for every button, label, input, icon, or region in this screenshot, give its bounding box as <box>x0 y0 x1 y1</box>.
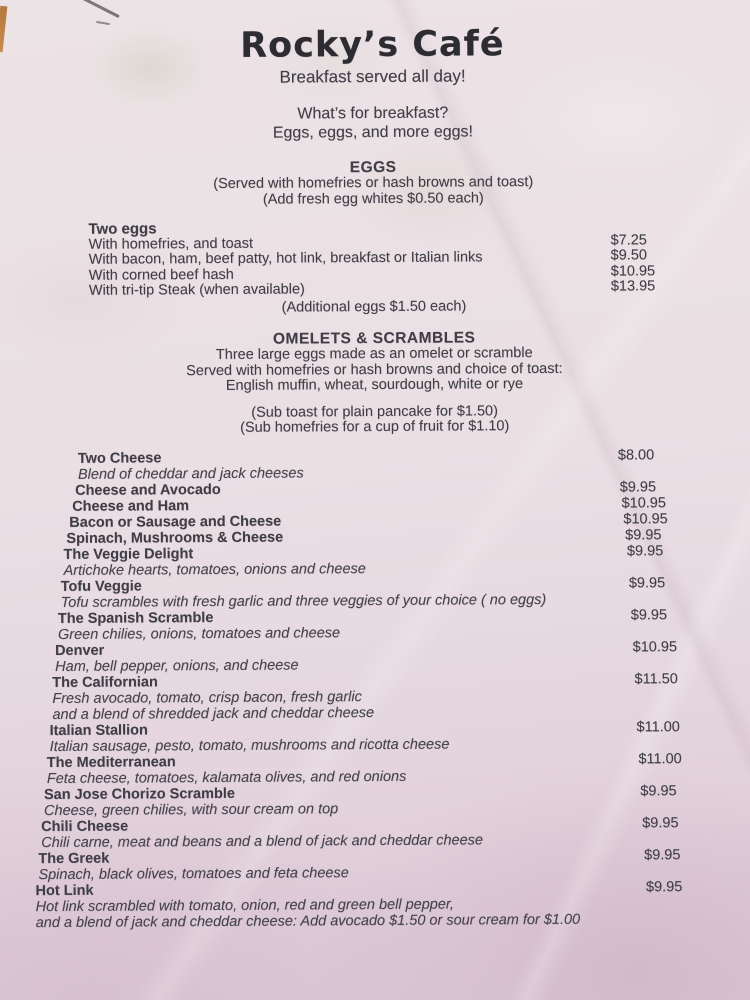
egg-option-price: $13.95 <box>610 278 656 295</box>
menu-item-description: Feta cheese, tomatoes, kalamata olives, and red onions <box>46 768 407 787</box>
egg-option-label: With corned beef hash <box>88 266 234 284</box>
menu-item-name: The Veggie Delight <box>63 545 194 563</box>
menu-item-description: Blend of cheddar and jack cheeses <box>77 464 304 483</box>
menu-item-price: $9.95 <box>625 526 662 543</box>
menu-title: Rocky’s Café <box>240 24 505 66</box>
menu-item-price: $9.95 <box>640 782 677 799</box>
eggs-options <box>0 218 749 318</box>
menu-item-name: San Jose Chorizo Scramble <box>43 785 235 803</box>
menu-item-name: Two Cheese <box>77 449 162 467</box>
intro-line-2: Eggs, eggs, and more eggs! <box>272 123 474 142</box>
omelets-items <box>0 446 750 931</box>
menu-item <box>1 638 750 675</box>
menu-item-name: Chili Cheese <box>41 818 129 835</box>
menu-item <box>1 574 750 611</box>
menu-item-description: Hot link scrambled with tomato, onion, red and green bell pepper, <box>35 896 454 915</box>
omelets-subheading-3: English muffin, wheat, sourdough, white or rye <box>225 376 524 394</box>
menu-item-name: The Mediterranean <box>46 753 176 771</box>
menu-item <box>1 606 750 643</box>
egg-option <box>0 280 749 300</box>
omelets-notes <box>0 402 750 438</box>
omelets-note-2: (Sub homefries for a cup of fruit for $1.10) <box>240 418 510 436</box>
menu-item-price: $9.95 <box>619 478 657 496</box>
menu-item-description: Spinach, black olives, tomatoes and feta cheese <box>38 864 349 883</box>
omelets-subheading-1: Three large eggs made as an omelet or scramble <box>215 345 533 363</box>
menu-item-price: $11.50 <box>634 670 678 687</box>
menu-item-description: Chili carne, meat and beans and a blend of jack and cheddar cheese <box>41 831 484 851</box>
menu-tagline: Breakfast served all day! <box>279 66 466 87</box>
egg-option-label: With homefries, and toast <box>88 235 254 253</box>
menu-item-price: $10.95 <box>632 638 678 655</box>
menu-item-price: $11.00 <box>636 718 680 735</box>
menu-item <box>0 542 750 579</box>
eggs-subheading-1: (Served with homefries or hash browns and toast) <box>213 174 534 192</box>
menu-item-description: Tofu scrambles with fresh garlic and three veggies of your choice ( no eggs) <box>60 591 547 611</box>
menu-intro <box>0 102 748 145</box>
menu-item-name: Denver <box>55 642 105 659</box>
menu-item-price: $10.95 <box>621 494 666 511</box>
intro-line-1: What’s for breakfast? <box>297 104 449 123</box>
menu-item-name: Spinach, Mushrooms & Cheese <box>66 529 284 547</box>
menu-item-description: Fresh avocado, tomato, crisp bacon, fresh garlic <box>52 688 362 707</box>
crease-mark-small <box>96 21 110 25</box>
menu-item-price: $9.95 <box>642 814 679 831</box>
menu-item-price: $9.95 <box>644 846 681 863</box>
egg-option-label: With tri-tip Steak (when available) <box>88 281 305 299</box>
menu-item-price: $9.95 <box>630 606 668 623</box>
menu-item-name: Italian Stallion <box>49 721 148 739</box>
eggs-section-heading: EGGS <box>349 158 397 177</box>
menu-item-price: $8.00 <box>617 446 655 464</box>
menu-item <box>1 718 750 755</box>
egg-option-price: $10.95 <box>610 262 656 280</box>
egg-option-price: $7.25 <box>610 231 647 249</box>
menu-item-description: Cheese, green chilies, with sour cream on top <box>43 800 339 819</box>
menu-page <box>0 24 750 931</box>
menu-item-description: Artichoke hearts, tomatoes, onions and cheese <box>63 560 366 579</box>
eggs-group-label: Two eggs <box>88 220 157 238</box>
menu-item-name: Cheese and Avocado <box>75 481 221 499</box>
eggs-subheading-2: (Add fresh egg whites $0.50 each) <box>262 189 484 208</box>
omelets-subheading-2: Served with homefries or hash browns and choice of toast: <box>186 360 563 379</box>
menu-item-price: $11.00 <box>638 750 682 767</box>
omelets-section-heading: OMELETS & SCRAMBLES <box>272 329 476 348</box>
menu-item-description: Green chilies, onions, tomatoes and cheese <box>57 624 341 643</box>
menu-item <box>0 446 750 483</box>
menu-item <box>2 782 750 819</box>
menu-item <box>1 670 750 723</box>
omelets-note-1: (Sub toast for plain pancake for $1.50) <box>251 402 498 421</box>
menu-item-price: $9.95 <box>626 542 664 559</box>
egg-option-label: With bacon, ham, beef patty, hot link, breakfast or Italian links <box>88 249 483 268</box>
menu-item <box>2 846 750 883</box>
menu-item-name: The Spanish Scramble <box>57 609 214 627</box>
menu-item-name: Hot Link <box>35 882 94 899</box>
menu-item-price: $9.95 <box>645 878 683 895</box>
menu-item-description: Italian sausage, pesto, tomato, mushrooms and ricotta cheese <box>49 736 450 755</box>
menu-item <box>2 814 750 851</box>
menu-item <box>2 750 750 787</box>
menu-item-name: The Greek <box>38 850 110 867</box>
menu-item-name: Tofu Veggie <box>60 577 142 595</box>
menu-item <box>2 878 750 931</box>
menu-item-name: Bacon or Sausage and Cheese <box>69 513 282 531</box>
menu-item-description: Ham, bell pepper, onions, and cheese <box>55 656 299 675</box>
menu-item-price: $10.95 <box>623 510 668 527</box>
crease-mark <box>74 0 120 18</box>
eggs-footnote: (Additional eggs $1.50 each) <box>281 298 467 316</box>
menu-item-name: Cheese and Ham <box>72 497 190 515</box>
menu-item-description-2: and a blend of shredded jack and cheddar cheese <box>52 704 375 723</box>
menu-item-price: $9.95 <box>628 574 666 591</box>
menu-item-name: The Californian <box>52 673 158 691</box>
menu-item-description-2: and a blend of jack and cheddar cheese: Add avocado $1.50 or sour cream for $1.00 <box>35 911 581 931</box>
egg-option-price: $9.50 <box>610 247 647 264</box>
